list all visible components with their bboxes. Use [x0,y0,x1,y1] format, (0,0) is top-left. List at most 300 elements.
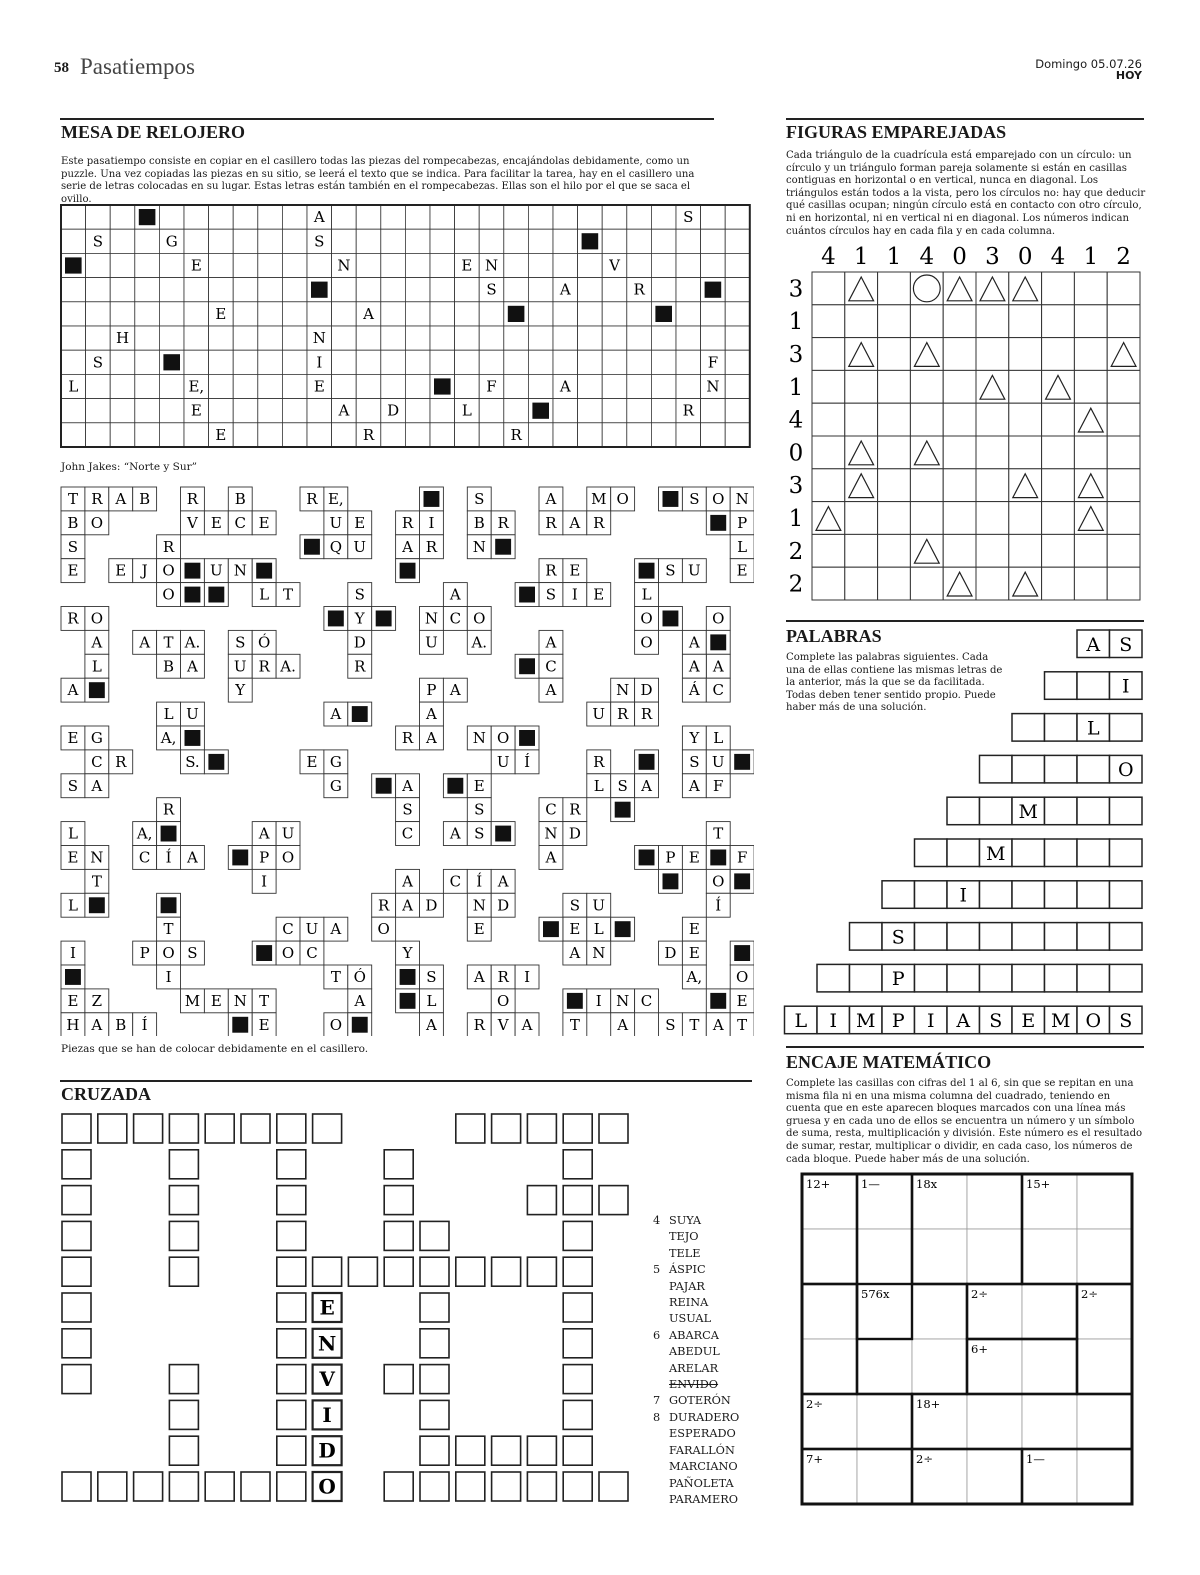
black-square [139,209,156,225]
piece-letter: A [545,681,557,700]
black-square [185,730,201,746]
column-count: 4 [821,244,836,270]
figure-cell [1042,403,1075,436]
piece-letter: R [162,537,175,556]
piece-letter: N [616,681,630,700]
cruzada-cell [62,1472,91,1501]
row-count: 2 [788,538,804,565]
figure-cell [878,370,911,403]
grid-cell [356,229,381,253]
piece-letter: U [233,657,247,676]
word-text: MARCIANO [669,1460,738,1474]
grid-cell [676,229,701,253]
word-list-item [653,1213,753,1229]
grid-cell [159,326,184,350]
grid-cell [258,326,283,350]
grid-cell [258,278,283,302]
cruzada-word-list [653,1213,753,1508]
word-text: ABEDUL [669,1345,720,1359]
grid-letter: N [706,377,720,396]
piece-letter: H [66,1015,80,1034]
piece-letter: A [115,489,127,508]
grid-letter: F [486,377,497,396]
grid-cell [258,229,283,253]
figure-cell [812,469,845,502]
grid-letter: R [362,425,375,444]
word-text: PAJAR [669,1279,705,1293]
puzzle-piece [682,726,754,798]
grid-cell [135,302,160,326]
piece-letter: L [713,728,724,747]
figure-cell [1074,272,1107,305]
grid-cell [209,205,234,229]
grid-cell [332,423,357,447]
grid-cell [553,423,578,447]
row-count: 3 [788,276,804,303]
row-count: 2 [788,571,804,598]
grid-cell [578,423,603,447]
piece-letter: B [163,657,175,676]
black-square [161,826,177,842]
figure-cell [812,534,845,567]
grid-cell [86,423,111,447]
piece-letter: R [258,657,270,676]
piece-letter: P [259,848,270,867]
row-count: 3 [788,473,804,500]
grid-cell [578,350,603,374]
cruzada-cell [277,1114,306,1143]
grid-cell [627,423,652,447]
grid-cell [86,374,111,398]
kenken-cell [802,1339,857,1394]
figure-cell [976,305,1009,338]
piece-letter: D [568,824,581,843]
piece-letter: A [688,657,700,676]
letter-box [980,923,1013,951]
black-square [400,969,416,985]
encaje-intro: Complete las casillas con cifras del 1 al 6, sin que se repitan en una misma fila ni en una misma columna del cuadrado, teniendo en cuenta que en este aparecen bloques marcados con una línea más gruesa y en cada uno de ellos se encuentra un número y un símbolo de suma, resta, multiplicación y división. Este número es el resultado de sumar, restar, multiplicar o dividir, en cada caso, los números de cada bloque. Puede haber más de una solución. [786,1078,1143,1165]
piece-letter: J [141,561,148,580]
cruzada-cell [563,1472,592,1501]
figure-cell [1009,502,1042,535]
figure-cell [1074,305,1107,338]
grid-cell [110,423,135,447]
piece-letter: B [115,1015,127,1034]
grid-cell [676,350,701,374]
piece-letter: B [473,513,485,532]
piece-letter: O [90,609,104,628]
black-square [710,993,726,1009]
piece-letter: A [91,1015,103,1034]
cruzada-cell [563,1436,592,1465]
grid-cell [258,374,283,398]
piece-letter: R [162,800,175,819]
figure-cell [878,338,911,371]
word-list-item [653,1459,753,1475]
grid-cell [233,229,258,253]
word-list-item [653,1246,753,1262]
piece-letter: A [712,657,724,676]
letter-box [1110,964,1143,992]
grid-cell [86,399,111,423]
figure-cell [1009,305,1042,338]
grid-cell [504,350,529,374]
grid-cell [405,350,430,374]
letter-box [915,881,948,909]
piece-letter: T [163,920,174,939]
piece-letter: N [472,537,486,556]
cruzada-cell [277,1365,306,1394]
grid-letter: G [165,232,178,251]
piece-letter: S [187,944,198,963]
piece-letter: R [67,609,79,628]
grid-cell [578,302,603,326]
piece-letter: O [712,489,725,508]
piece-letter: P [665,848,676,867]
grid-cell [110,374,135,398]
grid-letter: R [682,401,694,420]
piece-letter: D [664,944,677,963]
piece-letter: O [281,944,295,963]
word-list-item [653,1377,753,1393]
grid-cell [553,399,578,423]
black-square [376,611,392,627]
piece-letter: E [688,944,700,963]
piece-letter: A [139,633,151,652]
puzzle-piece [563,989,659,1036]
black-square [655,306,672,322]
piece-letter: A [426,705,437,724]
puzzle-piece [324,965,372,1036]
figure-cell [976,403,1009,436]
piece-letter: E [473,776,485,795]
figure-cell [1074,338,1107,371]
piece-letter: O [329,1015,343,1034]
grid-cell [61,302,86,326]
grid-cell [110,205,135,229]
figure-cell [976,534,1009,567]
cage-clue: 15+ [1026,1177,1051,1191]
given-letter: V [319,1367,335,1392]
word-length-label: 6 [653,1328,661,1342]
grid-cell [725,253,750,277]
letter-box [1012,881,1045,909]
black-square [639,754,655,770]
cruzada-cell [456,1257,485,1286]
grid-cell [430,205,455,229]
figure-cell [910,502,943,535]
kenken-cell [1022,1394,1077,1449]
kenken-cell [802,1229,857,1284]
cruzada-cell [313,1114,342,1143]
encaje-title: ENCAJE MATEMÁTICO [786,1052,992,1072]
piece-letter: R [115,752,127,771]
letter-box [980,755,1013,783]
grid-cell [356,278,381,302]
piece-letter: E [67,561,79,580]
black-square [89,897,105,913]
puzzle-piece [133,893,205,989]
cruzada-cell [277,1221,306,1250]
grid-cell [332,229,357,253]
word-text: ÁSPIC [669,1263,706,1277]
piece-letter: T [283,585,294,604]
cruzada-cell [492,1257,521,1286]
piece-letter: E [354,513,366,532]
black-square [400,993,416,1009]
cruzada-title: CRUZADA [61,1084,151,1104]
piece-letter: E [688,848,700,867]
piece-letter: Á [688,681,700,700]
piece-letter: E [736,561,748,580]
piece-letter: S [689,489,700,508]
row-count: 3 [788,342,804,368]
grid-cell [184,326,209,350]
piece-letter: U [711,752,725,771]
grid-cell [110,350,135,374]
figure-cell [878,567,911,600]
grid-cell [258,350,283,374]
grid-letter: E [215,304,227,323]
piece-letter: O [735,967,749,986]
piece-letter: R [617,705,629,724]
piece-letter: Y [689,728,700,747]
letter-box [1045,881,1078,909]
figure-cell [812,338,845,371]
letter-box [1012,964,1045,992]
figure-cell [845,567,878,600]
grid-cell [479,399,504,423]
given-letter: M [856,1009,876,1032]
piece-letter: C [640,991,653,1010]
black-square [65,257,82,273]
piece-letter: T [67,489,78,508]
black-square [508,306,525,322]
puzzle-piece [396,487,444,583]
puzzle-piece [682,607,730,703]
piece-letter: E, [327,489,344,508]
grid-letter: R [633,280,645,299]
piece-letter: O [377,920,390,939]
puzzle-piece [587,750,659,822]
black-square [256,563,272,579]
piece-letter: E [210,513,222,532]
grid-cell [282,350,307,374]
grid-cell [651,374,676,398]
letter-box [947,923,980,951]
kenken-cell [1022,1284,1077,1339]
puzzle-pieces [60,486,754,1036]
figure-cell [1074,534,1107,567]
puzzle-piece [300,487,372,559]
puzzle-piece [181,989,277,1036]
cruzada-cell [277,1186,306,1215]
grid-cell [479,350,504,374]
piece-letter: E [688,920,700,939]
grid-cell [135,423,160,447]
piece-letter: F [736,848,748,867]
piece-letter: N [233,561,247,580]
letter-box [817,964,850,992]
letter-box [1110,797,1143,825]
figure-cell [878,502,911,535]
figure-cell [943,534,976,567]
kenken-cell [967,1394,1022,1449]
cruzada-cell [492,1472,521,1501]
letter-box [915,839,948,867]
section-name: Pasatiempos [80,54,195,79]
cage-clue: 2÷ [971,1287,988,1301]
puzzle-piece [300,750,348,798]
puzzle-piece [61,726,133,798]
piece-letter: O [496,991,510,1010]
grid-cell [258,423,283,447]
cruzada-cell [563,1150,592,1179]
grid-cell [725,302,750,326]
grid-letter: N [337,256,351,275]
piece-letter: C [449,872,462,891]
puzzle-piece [539,487,635,535]
black-square [185,563,201,579]
mesa-title: MESA DE RELOJERO [61,122,246,142]
grid-cell [725,229,750,253]
piece-letter: S [665,1015,676,1034]
cage-clue: 12+ [806,1177,831,1191]
piece-letter: R [473,1015,485,1034]
figure-cell [976,502,1009,535]
piece-letter: A [187,848,198,867]
grid-cell [184,302,209,326]
kenken-cell [912,1284,967,1339]
grid-cell [282,229,307,253]
grid-cell [479,205,504,229]
grid-cell [455,205,480,229]
puzzle-piece [157,702,229,774]
piece-letter: U [425,633,438,652]
piece-letter: U [305,920,319,939]
letter-box [1077,797,1110,825]
column-count: 3 [985,244,1000,270]
grid-cell [676,423,701,447]
black-square [734,945,750,961]
piece-letter: O [496,728,510,747]
given-letter: E [319,1295,335,1320]
grid-cell [553,350,578,374]
grid-cell [627,302,652,326]
piece-letter: A [521,1015,533,1034]
word-text: ENVIDO [669,1378,719,1392]
piece-letter: U [592,896,606,915]
row-count: 4 [788,407,804,434]
grid-cell [504,253,529,277]
piece-letter: T [259,991,270,1010]
column-count: 1 [1083,244,1099,270]
piece-letter: N [424,609,439,628]
piece-letter: I [595,991,602,1010]
grid-cell [578,253,603,277]
grid-cell [602,374,627,398]
black-square [232,1017,248,1033]
grid-cell [701,302,726,326]
letter-box [1110,839,1143,867]
piece-letter: S [569,896,580,915]
piece-letter: A [426,728,437,747]
piece-letter: Í [524,752,531,771]
grid-cell [61,205,86,229]
grid-letter: N [484,256,499,275]
black-square [639,850,655,866]
figure-cell [943,370,976,403]
letter-box [915,964,948,992]
grid-letter: L [461,401,472,420]
piece-letter: D [497,896,510,915]
grid-cell [110,399,135,423]
piece-letter: U [210,561,223,580]
grid-cell [528,229,553,253]
piece-letter: E [569,920,581,939]
cruzada-cell [169,1257,198,1286]
grid-cell [504,205,529,229]
grid-cell [233,374,258,398]
grid-cell [233,205,258,229]
grid-cell [381,326,406,350]
cage-clue: 576x [861,1287,890,1301]
piece-letter: T [737,1015,748,1034]
black-square [352,1017,368,1033]
piece-letter: R [593,752,605,771]
grid-cell [332,205,357,229]
grid-cell [430,326,455,350]
grid-cell [676,326,701,350]
puzzle-piece [324,583,396,679]
figure-cell [943,305,976,338]
grid-cell [282,253,307,277]
grid-cell [209,326,234,350]
grid-cell [725,205,750,229]
word-list-item [653,1328,753,1344]
section-rule [60,118,714,120]
piece-letter: U [186,705,199,724]
puzzle-piece [133,630,205,678]
piece-letter: A [569,944,581,963]
grid-cell [627,374,652,398]
piece-letter: A [688,776,700,795]
figure-cell [1074,567,1107,600]
grid-cell [381,229,406,253]
grid-cell [430,253,455,277]
black-square [304,539,320,555]
piece-letter: T [689,1015,700,1034]
grid-cell [233,350,258,374]
grid-cell [627,253,652,277]
grid-letter: N [312,329,326,348]
cage-clue: 2÷ [916,1452,933,1466]
puzzle-piece [587,678,659,726]
cruzada-cell [277,1400,306,1429]
grid-cell [553,253,578,277]
puzzle-piece [467,726,539,774]
grid-letter: L [68,377,79,396]
puzzle-piece [181,487,277,535]
mesa-intro: Este pasatiempo consiste en copiar en el casillero todas las piezas del rompecabezas, encajándolas debidamente, como un puzzle. Una vez copiadas las piezas en su sitio, se leerá el texto que se indica. Para facilitar la tarea, hay en el casillero una serie de letras colocadas en su lugar. Estas letras están también en el rompecabezas. Ellas son el hilo por el que se saca el ovillo. [61,156,695,205]
piece-letter: V [187,513,198,532]
word-text: TELE [669,1246,701,1260]
grid-cell [184,423,209,447]
piece-letter: A, [136,824,153,843]
word-text: GOTERÓN [669,1394,731,1408]
piece-letter: O [162,944,175,963]
grid-cell [86,302,111,326]
